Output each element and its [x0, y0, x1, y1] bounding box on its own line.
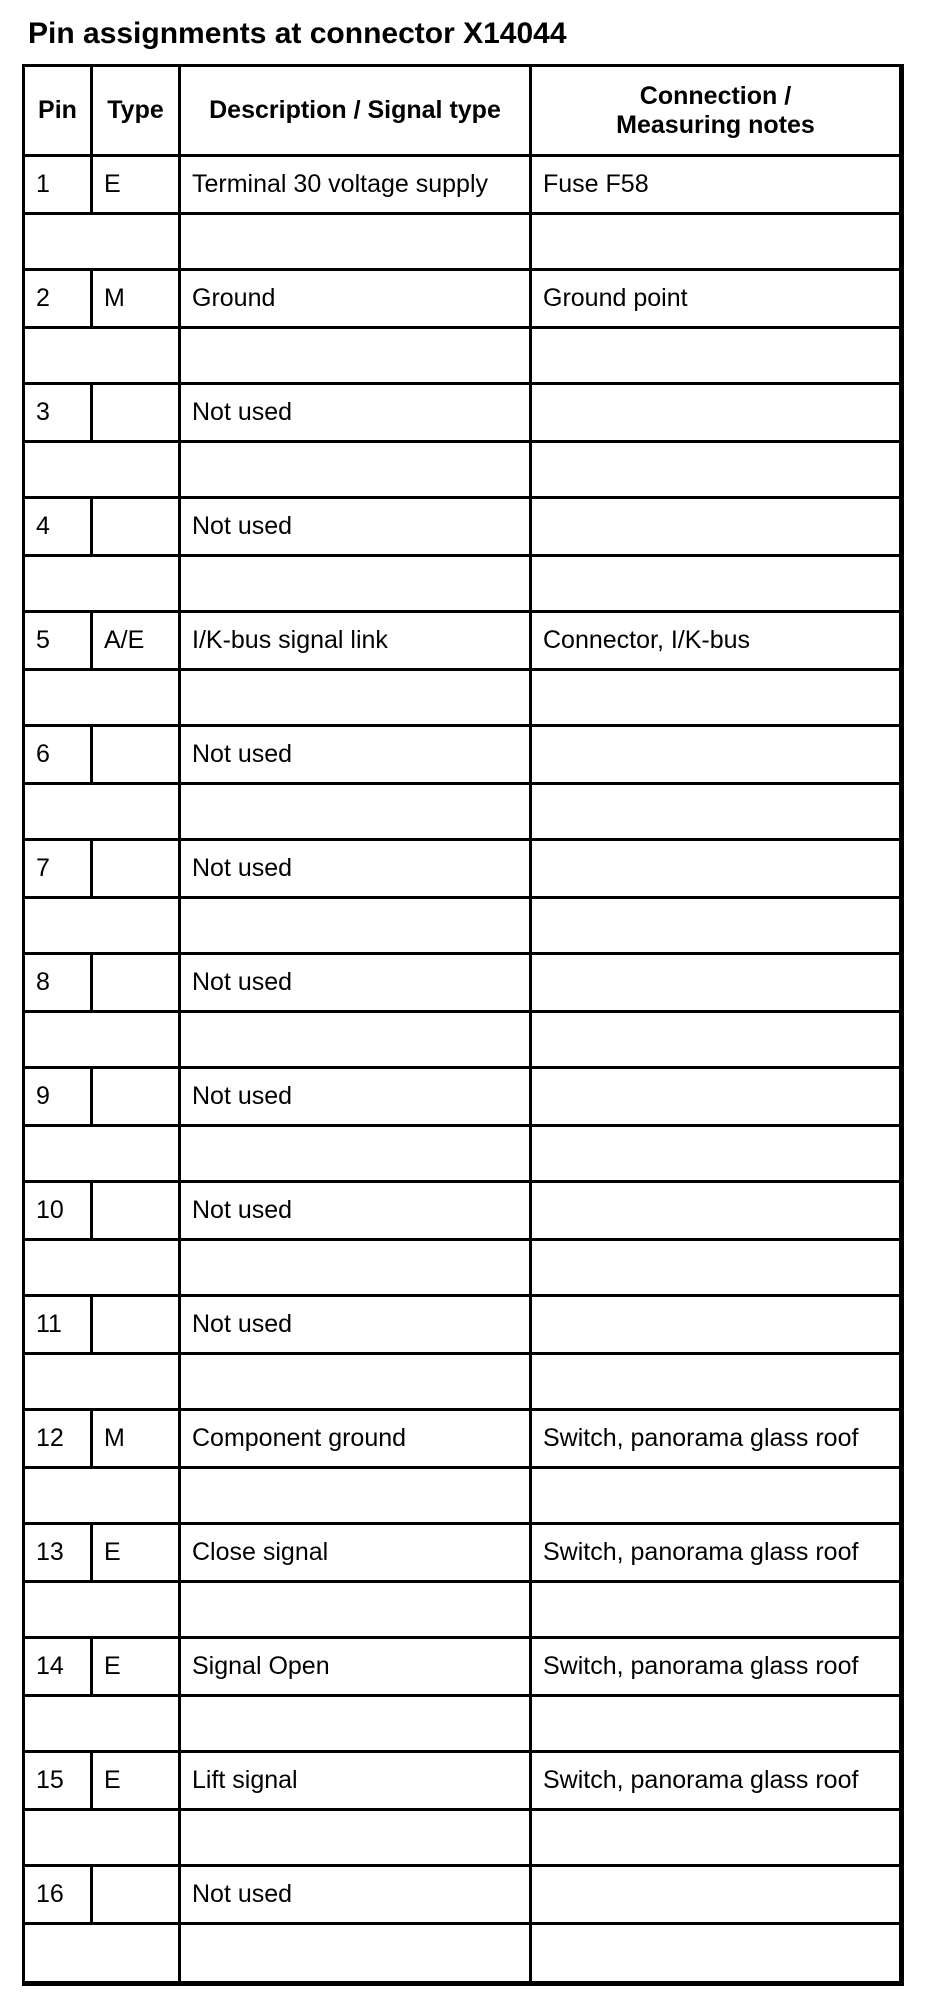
type-cell: E [93, 1525, 181, 1583]
spacer-cell [25, 785, 181, 841]
notes-cell [532, 1867, 899, 1925]
spacer-cell [181, 1583, 532, 1639]
notes-cell: Fuse F58 [532, 157, 899, 215]
description-cell: Close signal [181, 1525, 532, 1583]
spacer-cell [532, 1127, 899, 1183]
table-row [25, 1183, 899, 1241]
pin-cell: 8 [25, 955, 93, 1013]
pin-cell: 6 [25, 727, 93, 785]
spacer-cell [25, 1925, 181, 1981]
type-cell [93, 727, 181, 785]
table-spacer-row [25, 443, 899, 499]
spacer-cell [532, 1583, 899, 1639]
table-row [25, 1753, 899, 1811]
spacer-cell [25, 1697, 181, 1753]
pin-cell: 13 [25, 1525, 93, 1583]
spacer-cell [181, 215, 532, 271]
spacer-cell [25, 671, 181, 727]
notes-cell: Switch, panorama glass roof [532, 1411, 899, 1469]
spacer-cell [25, 1469, 181, 1525]
spacer-cell [532, 329, 899, 385]
spacer-cell [532, 1013, 899, 1069]
description-cell: Signal Open [181, 1639, 532, 1697]
table-spacer-row [25, 1013, 899, 1069]
spacer-cell [181, 1013, 532, 1069]
type-cell [93, 385, 181, 443]
table-row [25, 727, 899, 785]
spacer-cell [25, 1241, 181, 1297]
pin-cell: 2 [25, 271, 93, 329]
spacer-cell [25, 1013, 181, 1069]
type-cell [93, 1297, 181, 1355]
spacer-cell [181, 1697, 532, 1753]
spacer-cell [181, 1811, 532, 1867]
page-title: Pin assignments at connector X14044 [28, 17, 567, 50]
notes-cell [532, 1183, 899, 1241]
table-spacer-row [25, 1469, 899, 1525]
pin-cell: 1 [25, 157, 93, 215]
table-row [25, 385, 899, 443]
pin-cell: 14 [25, 1639, 93, 1697]
table-spacer-row [25, 1925, 899, 1981]
table-spacer-row [25, 215, 899, 271]
table-spacer-row [25, 1241, 899, 1297]
description-cell: Ground [181, 271, 532, 329]
table-body [25, 157, 899, 1981]
spacer-cell [181, 1241, 532, 1297]
pin-cell: 9 [25, 1069, 93, 1127]
description-cell: Not used [181, 727, 532, 785]
pin-cell: 3 [25, 385, 93, 443]
pin-cell: 11 [25, 1297, 93, 1355]
spacer-cell [532, 215, 899, 271]
table-row [25, 271, 899, 329]
notes-cell [532, 955, 899, 1013]
table-row [25, 1639, 899, 1697]
header-notes [532, 67, 899, 157]
type-cell [93, 841, 181, 899]
spacer-cell [25, 557, 181, 613]
header-description: Description / Signal type [181, 67, 532, 157]
type-cell [93, 1183, 181, 1241]
spacer-cell [532, 1925, 899, 1981]
table-spacer-row [25, 899, 899, 955]
notes-cell: Switch, panorama glass roof [532, 1753, 899, 1811]
spacer-cell [532, 899, 899, 955]
header-notes-line2: Measuring notes [616, 110, 815, 139]
pin-cell: 7 [25, 841, 93, 899]
header-pin: Pin [25, 67, 93, 157]
description-cell: Not used [181, 499, 532, 557]
table-spacer-row [25, 1355, 899, 1411]
type-cell: E [93, 157, 181, 215]
table-row [25, 841, 899, 899]
table-spacer-row [25, 329, 899, 385]
table-spacer-row [25, 671, 899, 727]
pin-cell: 16 [25, 1867, 93, 1925]
table-spacer-row [25, 1127, 899, 1183]
spacer-cell [25, 443, 181, 499]
description-cell: Terminal 30 voltage supply [181, 157, 532, 215]
spacer-cell [181, 1469, 532, 1525]
spacer-cell [532, 1355, 899, 1411]
notes-cell: Connector, I/K-bus [532, 613, 899, 671]
description-cell: Not used [181, 1297, 532, 1355]
type-cell [93, 955, 181, 1013]
notes-cell: Ground point [532, 271, 899, 329]
pin-cell: 12 [25, 1411, 93, 1469]
type-cell [93, 1069, 181, 1127]
spacer-cell [181, 1925, 532, 1981]
spacer-cell [181, 443, 532, 499]
spacer-cell [181, 557, 532, 613]
table-row [25, 1867, 899, 1925]
table-spacer-row [25, 1583, 899, 1639]
spacer-cell [25, 1355, 181, 1411]
spacer-cell [25, 1811, 181, 1867]
spacer-cell [25, 215, 181, 271]
table-row [25, 1297, 899, 1355]
table-spacer-row [25, 1697, 899, 1753]
notes-cell: Switch, panorama glass roof [532, 1639, 899, 1697]
description-cell: I/K-bus signal link [181, 613, 532, 671]
description-cell: Not used [181, 955, 532, 1013]
type-cell [93, 499, 181, 557]
table-row [25, 1525, 899, 1583]
table-row [25, 613, 899, 671]
spacer-cell [532, 557, 899, 613]
pin-cell: 15 [25, 1753, 93, 1811]
table-row [25, 157, 899, 215]
spacer-cell [532, 671, 899, 727]
table-spacer-row [25, 557, 899, 613]
table-header-row [25, 67, 899, 157]
description-cell: Not used [181, 1183, 532, 1241]
spacer-cell [532, 443, 899, 499]
spacer-cell [532, 785, 899, 841]
notes-cell [532, 1069, 899, 1127]
type-cell [93, 1867, 181, 1925]
type-cell: E [93, 1753, 181, 1811]
spacer-cell [532, 1469, 899, 1525]
description-cell: Not used [181, 841, 532, 899]
pin-cell: 10 [25, 1183, 93, 1241]
description-cell: Not used [181, 385, 532, 443]
table-row [25, 1411, 899, 1469]
spacer-cell [25, 899, 181, 955]
spacer-cell [532, 1811, 899, 1867]
type-cell: E [93, 1639, 181, 1697]
spacer-cell [181, 329, 532, 385]
pin-assignment-table [22, 64, 904, 1986]
description-cell: Component ground [181, 1411, 532, 1469]
notes-cell [532, 841, 899, 899]
notes-cell [532, 727, 899, 785]
spacer-cell [181, 671, 532, 727]
pin-cell: 4 [25, 499, 93, 557]
spacer-cell [181, 899, 532, 955]
table-spacer-row [25, 785, 899, 841]
spacer-cell [25, 329, 181, 385]
spacer-cell [181, 785, 532, 841]
spacer-cell [181, 1127, 532, 1183]
type-cell: A/E [93, 613, 181, 671]
notes-cell [532, 385, 899, 443]
table-row [25, 499, 899, 557]
spacer-cell [532, 1241, 899, 1297]
pin-cell: 5 [25, 613, 93, 671]
notes-cell [532, 1297, 899, 1355]
table-spacer-row [25, 1811, 899, 1867]
spacer-cell [25, 1583, 181, 1639]
table-row [25, 1069, 899, 1127]
header-notes-line1: Connection / [639, 81, 792, 110]
notes-cell [532, 499, 899, 557]
spacer-cell [532, 1697, 899, 1753]
description-cell: Not used [181, 1069, 532, 1127]
notes-cell: Switch, panorama glass roof [532, 1525, 899, 1583]
type-cell: M [93, 271, 181, 329]
spacer-cell [181, 1355, 532, 1411]
description-cell: Lift signal [181, 1753, 532, 1811]
spacer-cell [25, 1127, 181, 1183]
description-cell: Not used [181, 1867, 532, 1925]
type-cell: M [93, 1411, 181, 1469]
header-type: Type [93, 67, 181, 157]
table-row [25, 955, 899, 1013]
